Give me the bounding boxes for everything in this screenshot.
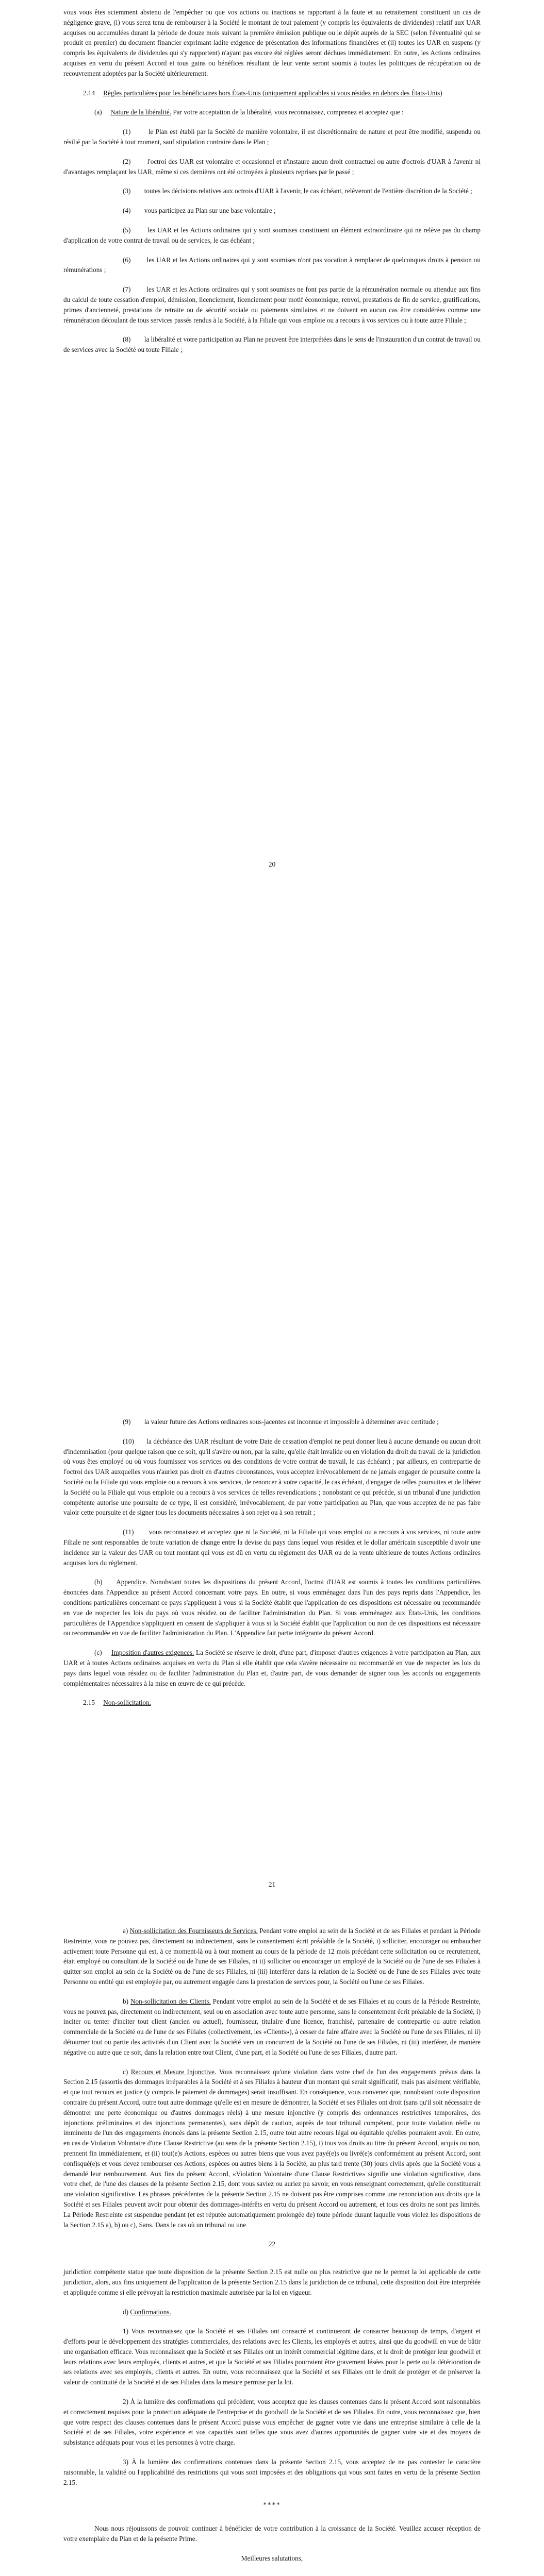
section-heading <box>63 1698 481 1708</box>
list-item: (8) la libéralité et votre participation au Plan ne peuvent être interprétées dans le sens de l'instauration d'un contrat de travail ou de services avec la Société ou toute Filiale ; <box>63 335 481 354</box>
list-item: (6) les UAR et les Actions ordinaires qui y sont soumises n'ont pas vocation à remplacer de quelconques droits à pension ou rémunérations ; <box>63 256 481 274</box>
subsection-title: Recours et Mesure Injonctive. <box>130 2067 217 2076</box>
subsection-title: Confirmations. <box>130 2308 171 2316</box>
subsection-c <box>63 1648 481 1688</box>
page-content <box>63 1417 481 1717</box>
list-item: (5) les UAR et les Actions ordinaires qui y sont soumises constituent un élément extraordinaire qui ne relève pas du champ d'application de votre contrat de travail ou de services, le cas échéant ; <box>63 226 481 244</box>
confirmation-item: 1) Vous reconnaissez que la Société et ses Filiales ont consacré et continueront de consacrer beaucoup de temps, d'argent et d'efforts pour le développement des stratégies commerciales, des relations avec les Clients, les employés et autres, ainsi que du goodwill en vue de bâtir une organisation efficace. Vous reconnaissez que la Société et ses Filiales ont un intérêt commercial légitime dans, et le droit de protéger leur goodwill et leurs relations avec leurs employés, clients et autres, et que la Société et ses Filiales pourraient être gravement lésées pour la perte ou la détérioration de ses relations avec ses employés, clients et autres. En outre, vous reconnaissez que la Société et ses Filiales ont le droit de protéger et de préserver la valeur de continuité de la Société et de ses Filiales dans la mesure permise par la loi. <box>63 2327 481 2386</box>
subsection-label: d) <box>123 2308 128 2316</box>
subsection-text: Par votre acceptation de la libéralité, vous reconnaissez, comprenez et acceptez que : <box>171 108 404 116</box>
confirmation-item: 2) À la lumière des confirmations qui précèdent, vous acceptez que les clauses contenues dans le présent Accord sont raisonnables et correctement requises pour la protection adéquate de l'entreprise et du goodwill de la Société et de ses Filiales. En outre, vous reconnaissez que, bien que votre respect des clauses contenues dans le présent Accord puisse vous empêcher de gagner votre vie dans une entreprise similaire à celle de la Société et de ses Filiales, votre expérience et vos capacités sont telles que vous avez d'autres opportunités de gagner votre vie et des moyens de subsistance adéquats pour vous et les personnes à votre charge. <box>63 2398 481 2447</box>
list-item: (2) l'octroi des UAR est volontaire et occasionnel et n'instaure aucun droit contractuel ou autre d'octrois d'UAR à l'avenir ni d'avantages remplaçant les UAR, même si ces dernières ont été octroyées à plusieurs reprises par le passé ; <box>63 157 481 176</box>
document-page-21 <box>0 958 544 1917</box>
confirmation-item: 3) À la lumière des confirmations contenues dans la présente Section 2.15, vous acceptez de ne pas contester le caractère raisonnable, la validité ou l'applicabilité des restrictions qui vous sont imposées et des obligations qui vous sont faites en vertu de la présente Section 2.15. <box>63 2458 481 2486</box>
subsection-b <box>63 1996 481 2058</box>
subsection-d <box>63 2307 481 2317</box>
section-title: Règles particulières pour les bénéficiaires hors États-Unis (uniquement applicables si vous résidez en dehors des États-Unis) <box>103 89 442 97</box>
subsection-title: Nature de la libéralité. <box>110 108 172 116</box>
list-item: (9) la valeur future des Actions ordinaires sous-jacentes est inconnue et impossible à déterminer avec certitude ; <box>123 1418 439 1426</box>
subsection-label: c) <box>123 2067 128 2076</box>
subsection-text: Pendant votre emploi au sein de la Société et de ses Filiales et pendant la Période Restreinte, vous ne pouvez pas, directement ou indirectement, sans le consentement écrit préalable de la Société, i) solliciter, encourager ou embaucher activement toute Personne qui est, à ce moment-là ou à tout moment au cours de la période de 12 mois précédant cette sollicitation ou ce recrutement, était employé ou consultant de la Société ou de l'une de ses Filiales, ni ii) solliciter ou encourager un employé de la Société ou de l'une de ses Filiales à quitter son emploi au sein de la Société ou de l'une de ses Filiales, ni (iii) interférer dans la relation de la Société ou de l'une de ses Filiales avec toute Personne ou entité qui est employée par, ou autrement engagée dans la prestation de services pour, la Société ou l'une de ses Filiales. <box>63 1927 481 1986</box>
page-number: 20 <box>268 860 276 868</box>
list-item: (11) vous reconnaissez et acceptez que ni la Société, ni la Filiale qui vous emploi ou a recours à vos services, ni toute autre Filiale ne sont responsables de toute variation de change entre la devise du pays dans lequel vous résidez et le dollar américain susceptible d'avoir une incidence sur la valeur des UAR ou tout montant qui vous est dû en vertu du règlement des UAR ou de la vente ultérieure de toutes Actions ordinaires acquises lors du règlement. <box>63 1528 481 1567</box>
subsection-text: Nonobstant toutes les dispositions du présent Accord, l'octroi d'UAR est soumis à toutes les conditions particulières énoncées dans l'Appendice au présent Accord concernant votre pays. En outre, si vous emménagez dans l'un des pays repris dans l'Appendice, les conditions particulières concernant ce pays s'appliquent à vous si la Société établit que l'application de ces dispositions est nécessaire ou recommandée en vue de respecter les lois du pays où vous résidez ou de faciliter l'administration du Plan. Si vous emménagez aux États-Unis, les conditions particulières de l'Appendice s'appliquent en cessent de s'appliquer à vous si la Société établit que l'application ou non de ces dispositions est nécessaire ou recommandée en vue de faciliter l'administration du Plan. L'Appendice fait partie intégrante du présent Accord. <box>63 1578 481 1637</box>
subsection-title: Appendice. <box>116 1578 147 1586</box>
page-number: 21 <box>268 1880 276 1888</box>
subsection-title: Imposition d'autres exigences. <box>111 1649 194 1657</box>
page-number-mid: 22 <box>268 2240 276 2248</box>
section-number: 2.14 <box>83 89 95 97</box>
subsection-label: (c) <box>94 1649 102 1657</box>
page-content <box>63 1926 481 2576</box>
document-page-20 <box>0 0 544 958</box>
subsection-b <box>63 1577 481 1638</box>
subsection-label: a) <box>123 1927 128 1935</box>
subsection-label: b) <box>123 1997 128 2005</box>
section-title: Non-sollicitation. <box>103 1699 151 1707</box>
section-heading <box>63 88 481 98</box>
body-paragraph: vous vous êtes sciemment abstenu de l'empêcher ou que vos actions ou inactions se rapportant à la faute et au retraitement constituent un cas de négligence grave, (i) vous serez tenu de rembourser à la Société le montant de tout paiement (y compris les équivalents de dividendes) relatif aux UAR acquises ou accumulées durant la période de douze mois suivant la première émission publique ou le dépôt auprès de la SEC (selon l'éventualité qui se produit en premier) du document financier exprimant ladite exigence de présentation des informations financières et (ii) toutes les UAR en suspens (y compris les équivalents de dividendes qui s'y rapportent) n'ayant pas encore été réglées seront déchues immédiatement. En outre, les Actions ordinaires acquises en vertu du présent Accord et tous gains ou bénéfices résultant de leur vente seront soumis à toutes les politiques de récupération ou de recouvrement adoptées par la Société ultérieurement. <box>63 8 481 77</box>
subsection-text: Vous reconnaissez qu'une violation dans votre chef de l'un des engagements prévus dans la Section 2.15 (assortis des dommages irréparables à la Société et à ses Filiales à hauteur d'un montant qui serait significatif, mais pas aisément vérifiable, et que tout recours en justice (y compris le paiement de dommages) serait insuffisant. En conséquence, vous convenez que, nonobstant toute disposition contraire du présent Accord, outre tout autre dommage qu'elle est en mesure de démontrer, la Société et ses Filiales ont droit (sans qu'il soit nécessaire de démontrer une perte économique ou d'autres dommages réels) à une mesure injonctive (y compris des ordonnances restrictives temporaires, des injonctions préliminaires et des injonctions permanentes), sans dépôt de caution, auprès de tout tribunal compétent, pour toute violation réelle ou imminente de l'un des engagements énoncés dans la présente Section 2.15, outre tout autre recours légal ou équitable qu'elles pourraient avoir. En outre, en cas de Violation Volontaire d'une Clause Restrictive (au sens de la présente Section 2.15), i) tous vos droits au titre du présent Accord, acquis ou non, prennent fin immédiatement, et (ii) tout(e)s Actions, espèces ou autres biens que vous avez payé(e)s ou livré(e)s conformément au présent Accord, sont confisqué(e)s et vous devez rembourser ces Actions, espèces ou autres biens à la Société, au plus tard trente (30) jours civils après que la Société vous a demandé leur remboursement. Aux fins du présent Accord, «Violation Volontaire d'une Clause Restrictive» signifie une violation significative, dans votre chef, de l'une des clauses de la présente Section 2.15, dont vous saviez ou auriez pu savoir, en vous renseignant correctement, qu'elle constituerait une violation significative. Les phrases précédentes de la présente Section 2.15 ne doivent pas être comprises comme une renonciation aux droits que la Société et ses Filiales peuvent avoir pour obtenir des dommages-intérêts en vertu du présent Accord ou autrement, et tous ces droits ne sont pas limités. La Période Restreinte est suspendue pendant (et est réputée automatiquement prolongée de) toute période durant laquelle vous violez les dispositions de la Section 2.15 a), b) ou c), Sans. Dans le cas où un tribunal ou une <box>63 2067 481 2229</box>
subsection-a <box>63 107 481 117</box>
salutation: Meilleures salutations, <box>241 2554 303 2562</box>
subsection-text: La Société se réserve le droit, d'une part, d'imposer d'autres exigences à votre participation au Plan, aux UAR et à toutes Actions ordinaires acquises en vertu du Plan si elle établit que cela s'avère nécessaire ou recommandé en vue de respecter les lois du pays dans lequel vous résidez ou de faciliter l'administration du Plan et, d'autre part, de vous demander de signer tous les accords ou engagements complémentaires nécessaires à la mise en œuvre de ce qui précède. <box>63 1649 481 1687</box>
document-page-22-23 <box>0 1917 544 2576</box>
subsection-title: Non-sollicitation des Clients. <box>130 1997 211 2005</box>
list-item: (3) toutes les décisions relatives aux octrois d'UAR à l'avenir, le cas échéant, relèveront de l'entière discrétion de la Société ; <box>123 187 472 195</box>
page-content <box>63 7 481 364</box>
subsection-label: (a) <box>94 108 102 116</box>
subsection-title: Non-sollicitation des Fournisseurs de Services. <box>129 1927 258 1935</box>
subsection-label: (b) <box>94 1578 103 1586</box>
list-item: (7) les UAR et les Actions ordinaires qui y sont soumises ne font pas partie de la rémunération normale ou attendue aux fins du calcul de toute cessation d'emploi, démission, licenciement, licenciement pour motif économique, renvoi, prestations de fin de service, gratifications, primes d'ancienneté, prestations de retraite ou de sécurité sociale ou paiements similaires et ne doivent en aucun cas être considérées comme une rémunération découlant de tous services passés rendus à la Société, à la Filiale qui vous emploie ou a recours à vos services ou à toute autre Filiale ; <box>63 285 481 324</box>
section-number: 2.15 <box>83 1699 95 1707</box>
subsection-text: Pendant votre emploi au sein de la Société et de ses Filiales et au cours de la Période Restreinte, vous ne pouvez pas, directement ou indirectement, seul ou en association avec toute autre personne, sans le consentement écrit préalable de la Société, i) inciter ou tenter d'inciter tout client (ancien ou actuel), fournisseur, titulaire d'une licence, franchisé, partenaire de contrepartie ou autre relation commerciale de la Société ou de l'une de ses Filiales (collectivement, les «Clients»), à cesser de faire affaire avec la Société ou l'une de ses Filiales, ni ii) détourner tout ou partie des activités d'un Client avec la Société vers un concurrent de la Société ou l'une de ses Filiales, ni (iii) interférer, de manière négative ou autre que ce soit, dans la relation entre tout Client, d'une part, et la Société ou l'une de ses Filiales, d'autre part. <box>63 1997 481 2056</box>
continuation-paragraph: juridiction compétente statue que toute disposition de la présente Section 2.15 est nulle ou plus restrictive que ne le permet la loi applicable de cette juridiction, alors, aux fins uniquement de l'application de la présente Section 2.15 dans la juridiction de ce tribunal, cette disposition doit être interprétée et appliquée comme si elle prévoyait la restriction maximale autorisée par la loi en vigueur. <box>63 2268 481 2296</box>
list-item: (4) vous participez au Plan sur une base volontaire ; <box>123 207 276 215</box>
subsection-a <box>63 1926 481 1987</box>
list-item: (10) la déchéance des UAR résultant de votre Date de cessation d'emploi ne peut donner lieu à aucune demande ou aucun droit d'indemnisation (pour quelque raison que ce soit, qu'il s'avère ou non, par la suite, qu'elle était invalide ou en violation du droit du travail de la juridiction où vous êtes employé ou où vous fournissez vos services ou des conditions de votre contrat de travail, le cas échéant) ; par ailleurs, en contrepartie de l'octroi des UAR auxquelles vous n'auriez pas droit en d'autres circonstances, vous acceptez irrévocablement de ne jamais engager de poursuite contre la Société ou la Filiale qui vous emploie ou a recours à vos services, de renoncer à votre capacité, le cas échéant, d'engager de telles poursuites et de libérer la Société ou la Filiale qui vous emploie ou a recours à vos services de telles revendications ; nonobstant ce qui précède, si un tribunal d'une juridiction compétente autorise une poursuite de ce type, il est considéré, irrévocablement, de par votre participation au Plan, que vous acceptez de ne pas faire valoir cette poursuite et de signer tous les documents nécessaires à son rejet ou à son retrait ; <box>63 1437 481 1517</box>
list-item: (1) le Plan est établi par la Société de manière volontaire, il est discrétionnaire de nature et peut être modifié, suspendu ou résilié par la Société à tout moment, sauf stipulation contraire dans le Plan ; <box>63 128 481 146</box>
closing-paragraph: Nous nous réjouissons de pouvoir continuer à bénéficier de votre contribution à la croissance de la Société. Veuillez accuser réception de votre exemplaire du Plan et de la présente Prime. <box>63 2524 481 2543</box>
subsection-c <box>63 2067 481 2230</box>
separator-stars: **** <box>263 2501 281 2509</box>
